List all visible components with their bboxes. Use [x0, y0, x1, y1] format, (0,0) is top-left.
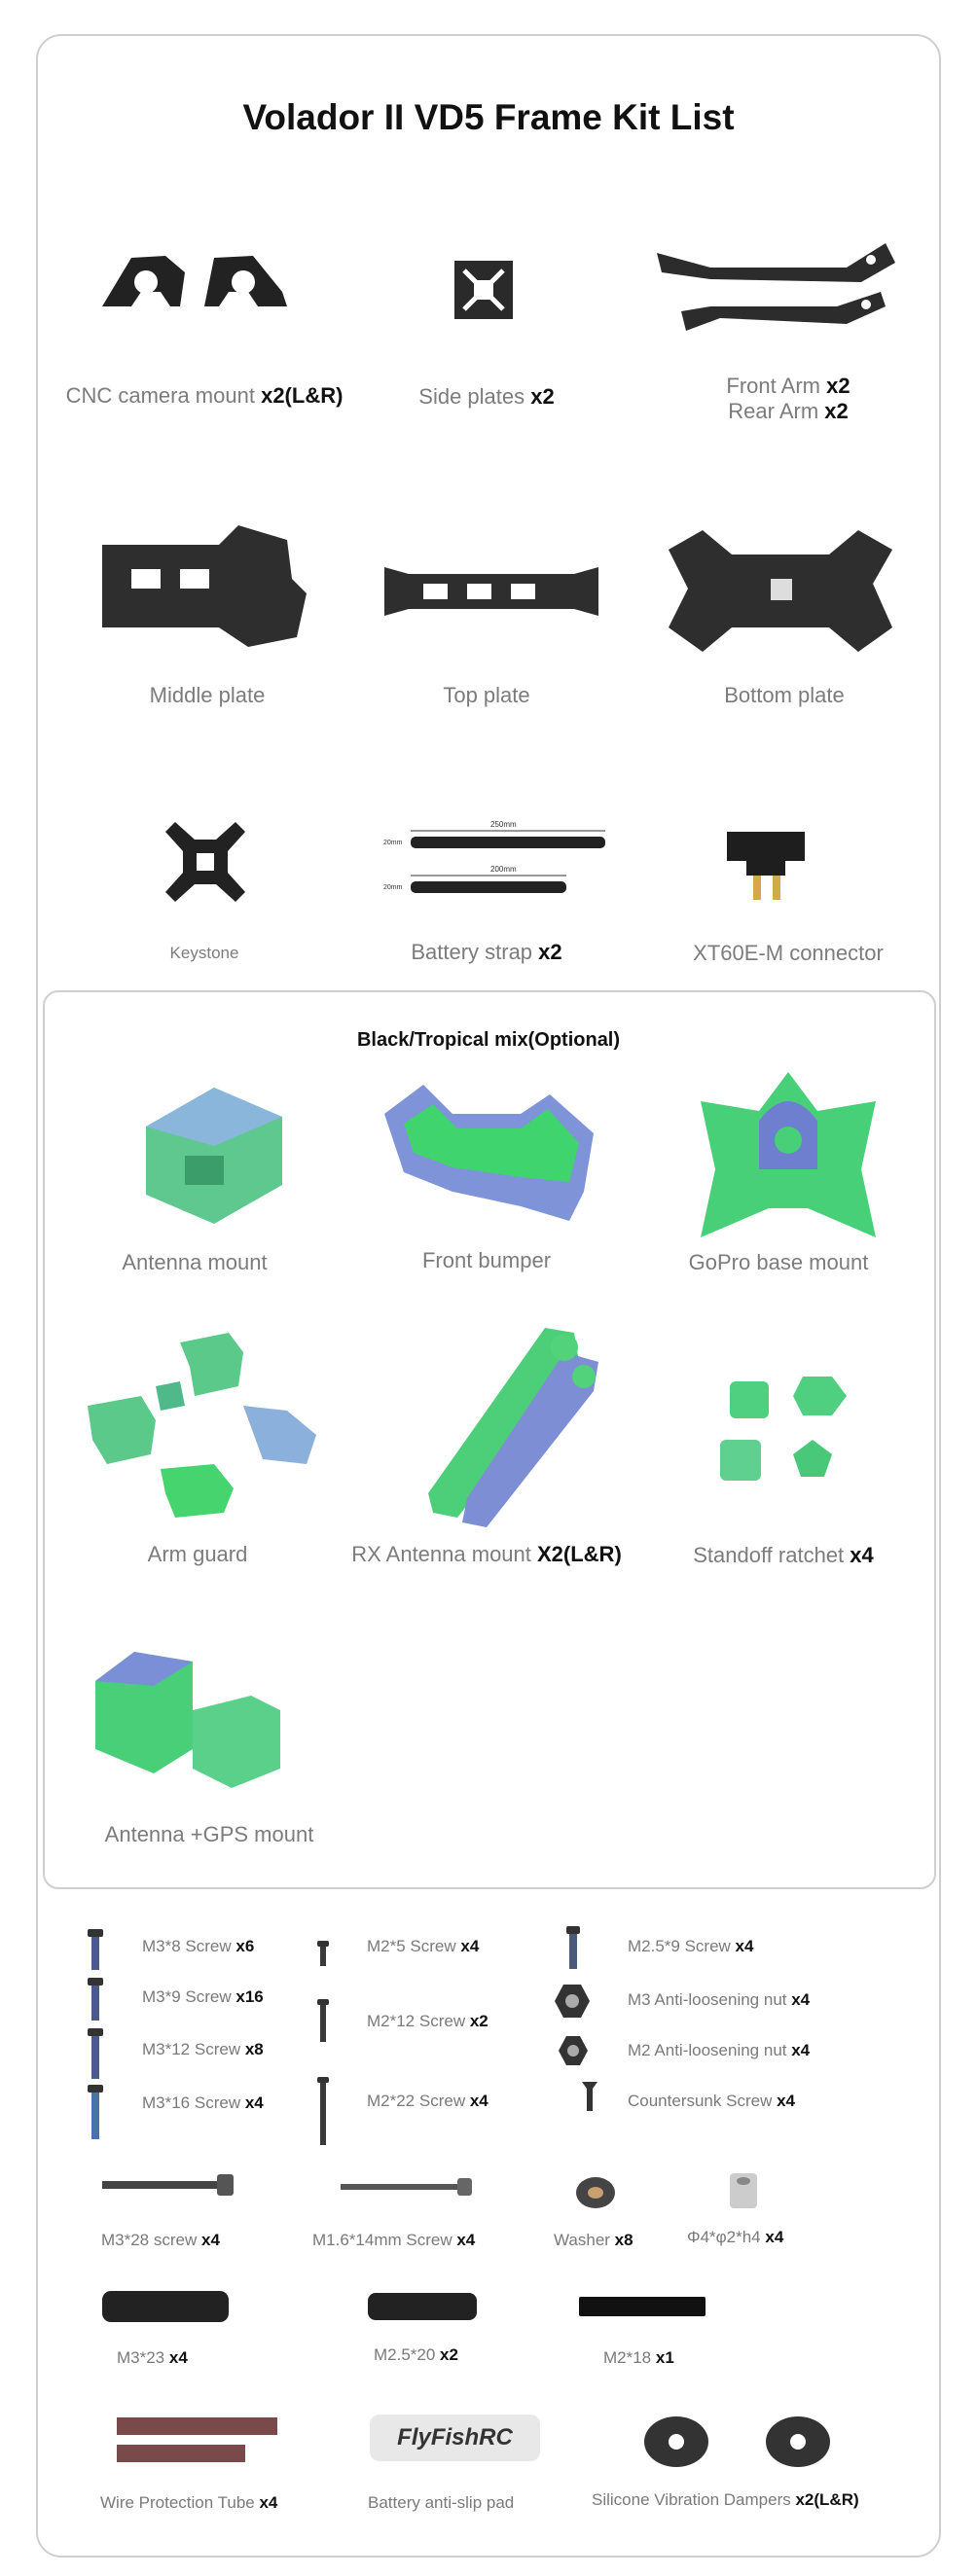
spacer-icon	[730, 2173, 757, 2208]
m2x12-screw-label: M2*12 Screw x2	[367, 2012, 488, 2030]
front-arm-label: Front Arm x2	[726, 374, 850, 398]
gopro-base-mount-image	[681, 1062, 895, 1247]
side-plates-label: Side plates x2	[418, 384, 555, 409]
xt60-connector-label: XT60E-M connector	[693, 941, 884, 965]
middle-plate-image	[92, 525, 311, 652]
m2x22-screw-icon	[317, 2077, 329, 2145]
m3x12-screw-icon	[88, 2028, 103, 2079]
battery-anti-slip-pad-label: Battery anti-slip pad	[368, 2493, 515, 2512]
bottom-plate-label: Bottom plate	[724, 683, 845, 707]
cnc-camera-mount-image	[92, 248, 307, 321]
standoff-ratchet-image	[715, 1372, 861, 1508]
washer-icon	[576, 2177, 615, 2208]
m3x8-screw-icon	[88, 1929, 103, 1970]
front-bumper-label: Front bumper	[421, 1248, 552, 1272]
side-plates-image	[450, 253, 527, 331]
silicone-dampers-label: Silicone Vibration Dampers x2(L&R)	[592, 2490, 859, 2509]
countersunk-screw-label: Countersunk Screw x4	[628, 2092, 795, 2110]
m3x28-screw-icon	[102, 2174, 234, 2196]
antenna-mount-label: Antenna mount	[122, 1250, 268, 1274]
m3x23-standoff-icon	[102, 2291, 229, 2322]
battery-strap-label: Battery strap x2	[411, 940, 562, 964]
front-bumper-image	[375, 1085, 608, 1231]
m3x28-screw-label: M3*28 screw x4	[101, 2231, 220, 2249]
battery-anti-slip-pad-image	[370, 2415, 540, 2461]
arm-guard-label: Arm guard	[147, 1542, 248, 1566]
middle-plate-label: Middle plate	[149, 683, 266, 707]
m2x5-screw-label: M2*5 Screw x4	[367, 1937, 480, 1955]
page-title: Volador II VD5 Frame Kit List	[242, 97, 735, 137]
spacer-label: Φ4*φ2*h4 x4	[687, 2228, 784, 2246]
rear-arm-label: Rear Arm x2	[728, 399, 849, 423]
m25x9-screw-icon	[566, 1926, 580, 1969]
battery-strap-image	[381, 815, 615, 903]
m2-nut-label: M2 Anti-loosening nut x4	[628, 2041, 811, 2059]
arm-guard-image	[83, 1328, 321, 1522]
m2x18-standoff-label: M2*18 x1	[603, 2348, 674, 2367]
countersunk-screw-icon	[582, 2082, 597, 2111]
m3x8-screw-label: M3*8 Screw x6	[142, 1937, 255, 1955]
strap-200mm-mark: 200mm	[490, 865, 517, 874]
strap-250mm-mark: 250mm	[490, 820, 517, 829]
antenna-gps-mount-image	[86, 1642, 290, 1798]
flyfishrc-logo-text: FlyFishRC	[397, 2424, 513, 2451]
m3x16-screw-icon	[88, 2085, 103, 2139]
m3x12-screw-label: M3*12 Screw x8	[142, 2040, 264, 2058]
top-plate-label: Top plate	[443, 683, 530, 707]
m3-nut-label: M3 Anti-loosening nut x4	[628, 1990, 811, 2009]
m25x9-screw-label: M2.5*9 Screw x4	[628, 1937, 754, 1955]
cnc-camera-mount-label: CNC camera mount x2(L&R)	[65, 383, 344, 408]
m3x16-screw-label: M3*16 Screw x4	[142, 2093, 264, 2112]
m1-6x14-screw-icon	[341, 2178, 472, 2196]
m3x23-standoff-label: M3*23 x4	[117, 2348, 188, 2367]
strap-20mm-mark-top: 20mm	[383, 840, 403, 846]
xt60-connector-image	[722, 827, 810, 905]
m3-nut-icon	[555, 1985, 590, 2018]
wire-protection-tube-icon	[117, 2417, 277, 2464]
m2x12-screw-icon	[317, 1999, 329, 2042]
gopro-base-mount-label: GoPro base mount	[688, 1250, 869, 1274]
m1-6x14-screw-label: M1.6*14mm Screw x4	[312, 2231, 476, 2249]
keystone-label: Keystone	[169, 944, 239, 962]
m25x20-standoff-icon	[368, 2293, 477, 2320]
m25x20-standoff-label: M2.5*20 x2	[374, 2345, 458, 2364]
standoff-ratchet-label: Standoff ratchet x4	[693, 1543, 874, 1567]
keystone-image	[165, 822, 245, 902]
optional-section-title: Black/Tropical mix(Optional)	[356, 1029, 621, 1051]
arms-image	[652, 238, 900, 345]
m2x22-screw-label: M2*22 Screw x4	[367, 2092, 488, 2110]
wire-protection-tube-label: Wire Protection Tube x4	[100, 2493, 278, 2512]
rx-antenna-mount-image	[418, 1323, 603, 1532]
antenna-mount-image	[127, 1068, 302, 1234]
bottom-plate-image	[664, 530, 897, 652]
silicone-dampers-icon	[642, 2413, 837, 2471]
m3x9-screw-icon	[88, 1978, 103, 2021]
m2x5-screw-icon	[317, 1941, 329, 1966]
m2-nut-icon	[559, 2036, 588, 2065]
rx-antenna-mount-label: RX Antenna mount X2(L&R)	[351, 1542, 622, 1566]
m2x18-standoff-icon	[579, 2297, 706, 2316]
strap-20mm-mark-bottom: 20mm	[383, 884, 403, 891]
m3x9-screw-label: M3*9 Screw x16	[142, 1987, 264, 2006]
antenna-gps-mount-label: Antenna +GPS mount	[104, 1822, 314, 1846]
top-plate-image	[380, 562, 603, 621]
washer-label: Washer x8	[554, 2231, 633, 2249]
